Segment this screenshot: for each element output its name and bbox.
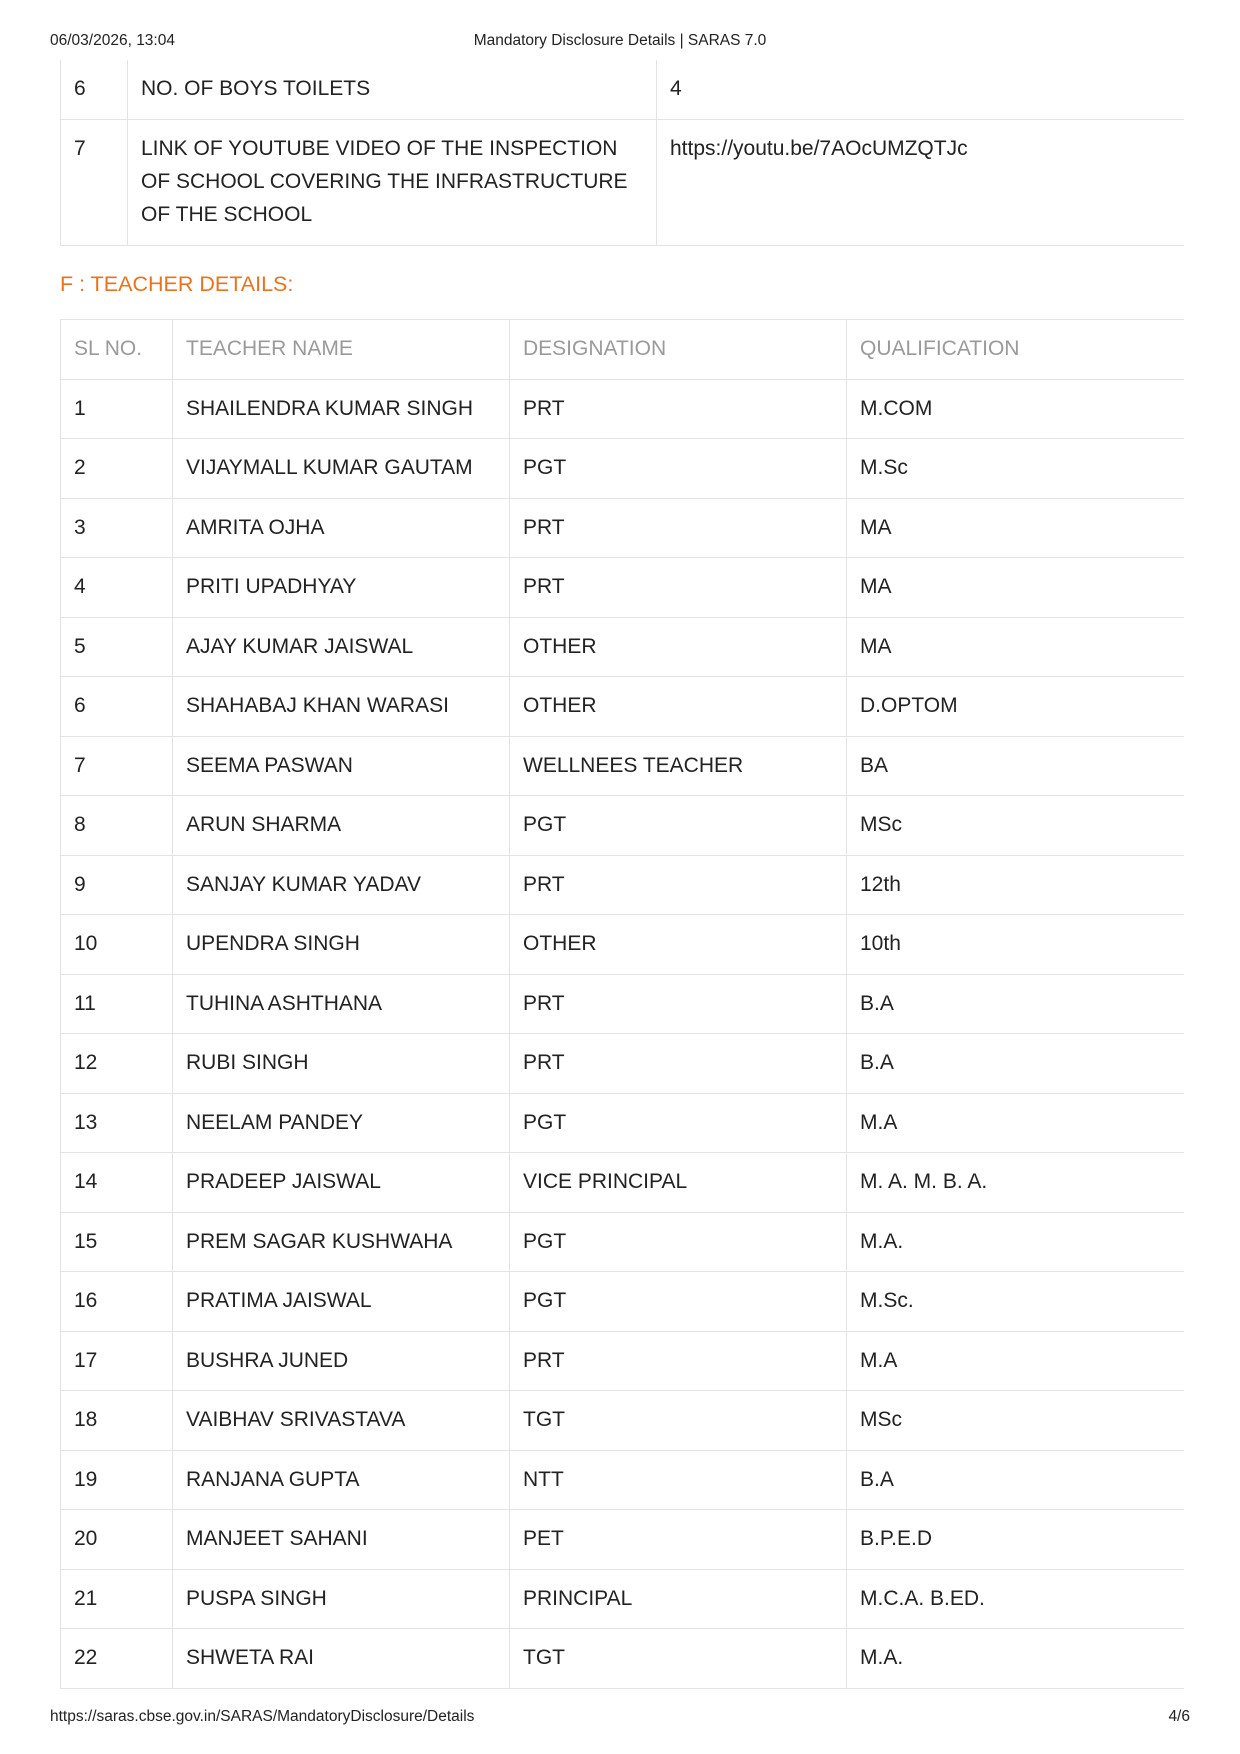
designation-cell: TGT [510,1629,847,1689]
sl-no-cell: 3 [61,498,173,558]
teacher-name-cell: UPENDRA SINGH [173,915,510,975]
teacher-name-cell: RUBI SINGH [173,1034,510,1094]
qualification-cell: M.C.A. B.ED. [847,1569,1185,1629]
designation-cell: PRT [510,1034,847,1094]
sl-no-cell: 21 [61,1569,173,1629]
table-row [61,379,1185,439]
qualification-cell: M.COM [847,379,1185,439]
teacher-name-cell: NEELAM PANDEY [173,1093,510,1153]
table-row [61,1450,1185,1510]
sl-no-cell: 16 [61,1272,173,1332]
sl-no-cell: 20 [61,1510,173,1570]
page-number: 4/6 [1168,1708,1190,1725]
qualification-cell: MA [847,498,1185,558]
print-page-title: Mandatory Disclosure Details | SARAS 7.0 [473,32,767,49]
infrastructure-table [60,60,1184,246]
sl-no-cell: 9 [61,855,173,915]
table-row [61,1272,1185,1332]
sl-no-cell: 13 [61,1093,173,1153]
qualification-cell: M.A [847,1331,1185,1391]
designation-cell: NTT [510,1450,847,1510]
table-row [61,60,1185,119]
teacher-name-cell: PRADEEP JAISWAL [173,1153,510,1213]
qualification-cell: B.P.E.D [847,1510,1185,1570]
page-url: https://saras.cbse.gov.in/SARAS/MandatoryDisclosure/Details [50,1708,475,1725]
youtube-link[interactable]: https://youtu.be/7AOcUMZQTJc [657,119,1185,245]
teacher-rows [61,379,1185,1688]
sl-no-cell: 6 [61,60,128,119]
teacher-name-cell: SHAILENDRA KUMAR SINGH [173,379,510,439]
table-row [61,439,1185,499]
designation-cell: PRT [510,379,847,439]
header-designation: DESIGNATION [510,320,847,380]
qualification-cell: M.A. [847,1629,1185,1689]
table-row [61,1510,1185,1570]
teacher-name-cell: PRITI UPADHYAY [173,558,510,618]
table-row [61,796,1185,856]
sl-no-cell: 14 [61,1153,173,1213]
teacher-name-cell: AMRITA OJHA [173,498,510,558]
designation-cell: TGT [510,1391,847,1451]
table-row [61,498,1185,558]
sl-no-cell: 17 [61,1331,173,1391]
sl-no-cell: 8 [61,796,173,856]
sl-no-cell: 5 [61,617,173,677]
table-row [61,736,1185,796]
sl-no-cell: 7 [61,119,128,245]
sl-no-cell: 1 [61,379,173,439]
qualification-cell: B.A [847,1450,1185,1510]
designation-cell: PRT [510,855,847,915]
item-cell: NO. OF BOYS TOILETS [128,60,657,119]
designation-cell: PRT [510,498,847,558]
header-sl-no: SL NO. [61,320,173,380]
table-row [61,1331,1185,1391]
header-qualification: QUALIFICATION [847,320,1185,380]
table-row [61,617,1185,677]
qualification-cell: D.OPTOM [847,677,1185,737]
table-row [61,1034,1185,1094]
qualification-cell: MSc [847,1391,1185,1451]
teacher-name-cell: BUSHRA JUNED [173,1331,510,1391]
teacher-name-cell: ARUN SHARMA [173,796,510,856]
print-header [50,32,1190,52]
teacher-name-cell: PUSPA SINGH [173,1569,510,1629]
sl-no-cell: 19 [61,1450,173,1510]
sl-no-cell: 2 [61,439,173,499]
sl-no-cell: 7 [61,736,173,796]
item-cell: LINK OF YOUTUBE VIDEO OF THE INSPECTION OF SCHOOL COVERING THE INFRASTRUCTURE OF THE SCHOOL [128,119,657,245]
qualification-cell: 10th [847,915,1185,975]
sl-no-cell: 4 [61,558,173,618]
designation-cell: OTHER [510,677,847,737]
qualification-cell: MSc [847,796,1185,856]
teacher-name-cell: AJAY KUMAR JAISWAL [173,617,510,677]
qualification-cell: M.A. [847,1212,1185,1272]
designation-cell: WELLNEES TEACHER [510,736,847,796]
table-row [61,855,1185,915]
sl-no-cell: 18 [61,1391,173,1451]
table-row [61,558,1185,618]
teacher-name-cell: MANJEET SAHANI [173,1510,510,1570]
teacher-name-cell: TUHINA ASHTHANA [173,974,510,1034]
sl-no-cell: 11 [61,974,173,1034]
table-row [61,915,1185,975]
designation-cell: PGT [510,1212,847,1272]
teacher-name-cell: SHWETA RAI [173,1629,510,1689]
teacher-name-cell: SHAHABAJ KHAN WARASI [173,677,510,737]
designation-cell: PGT [510,1093,847,1153]
teacher-name-cell: SEEMA PASWAN [173,736,510,796]
table-row [61,974,1185,1034]
teacher-name-cell: PRATIMA JAISWAL [173,1272,510,1332]
table-row [61,677,1185,737]
designation-cell: PGT [510,439,847,499]
qualification-cell: MA [847,617,1185,677]
table-row [61,1629,1185,1689]
table-row [61,1569,1185,1629]
sl-no-cell: 15 [61,1212,173,1272]
designation-cell: PRT [510,974,847,1034]
print-footer [50,1708,1190,1728]
designation-cell: OTHER [510,915,847,975]
qualification-cell: M.A [847,1093,1185,1153]
designation-cell: PRT [510,1331,847,1391]
designation-cell: PRINCIPAL [510,1569,847,1629]
designation-cell: VICE PRINCIPAL [510,1153,847,1213]
qualification-cell: M.Sc [847,439,1185,499]
designation-cell: PGT [510,1272,847,1332]
teacher-name-cell: VIJAYMALL KUMAR GAUTAM [173,439,510,499]
teacher-name-cell: SANJAY KUMAR YADAV [173,855,510,915]
teacher-name-cell: PREM SAGAR KUSHWAHA [173,1212,510,1272]
sl-no-cell: 22 [61,1629,173,1689]
sl-no-cell: 6 [61,677,173,737]
table-row [61,1093,1185,1153]
designation-cell: OTHER [510,617,847,677]
table-header-row [61,320,1185,380]
qualification-cell: B.A [847,974,1185,1034]
section-title-teacher-details: F : TEACHER DETAILS: [60,272,294,296]
value-cell: 4 [657,60,1185,119]
table-row [61,1212,1185,1272]
designation-cell: PGT [510,796,847,856]
teacher-details-table [60,319,1184,1689]
qualification-cell: B.A [847,1034,1185,1094]
print-datetime: 06/03/2026, 13:04 [50,32,175,49]
qualification-cell: M. A. M. B. A. [847,1153,1185,1213]
table-row [61,1391,1185,1451]
designation-cell: PRT [510,558,847,618]
qualification-cell: M.Sc. [847,1272,1185,1332]
sl-no-cell: 10 [61,915,173,975]
qualification-cell: BA [847,736,1185,796]
sl-no-cell: 12 [61,1034,173,1094]
teacher-name-cell: VAIBHAV SRIVASTAVA [173,1391,510,1451]
designation-cell: PET [510,1510,847,1570]
header-teacher-name: TEACHER NAME [173,320,510,380]
teacher-name-cell: RANJANA GUPTA [173,1450,510,1510]
table-row [61,119,1185,245]
table-row [61,1153,1185,1213]
qualification-cell: MA [847,558,1185,618]
qualification-cell: 12th [847,855,1185,915]
